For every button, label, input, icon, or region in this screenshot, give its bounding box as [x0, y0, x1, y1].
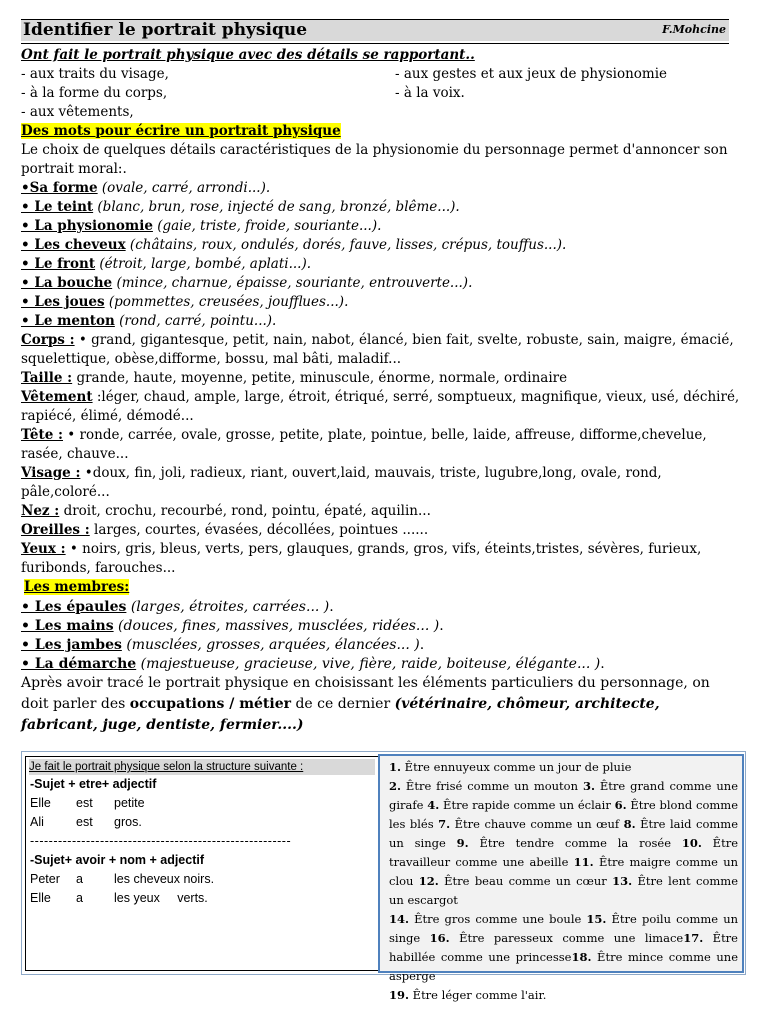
- comparison-text: Être léger comme l'air.: [409, 988, 547, 1002]
- example-verb: est: [76, 815, 93, 829]
- body-term: Oreilles :: [21, 522, 90, 538]
- body-term: Yeux :: [21, 541, 66, 557]
- comparison-text: Être tendre comme la rosée: [468, 836, 682, 850]
- pattern-1: -Sujet + etre+ adjectif: [30, 777, 157, 791]
- body-term: Visage :: [21, 465, 81, 481]
- example-subject: Peter: [30, 872, 60, 886]
- member-end: .: [419, 637, 425, 653]
- example-complement: petite: [114, 796, 145, 810]
- body-term: Taille :: [21, 370, 73, 386]
- intro-row-3: [21, 103, 741, 122]
- body-desc: larges, courtes, évasées, décollées, pointues ......: [89, 522, 429, 538]
- members-heading: Les membres:: [24, 579, 130, 595]
- example-subject: Elle: [30, 891, 51, 905]
- comparison-number: 7.: [438, 817, 451, 831]
- comparison-number: 19.: [389, 988, 410, 1002]
- comparison-number: 9.: [456, 836, 469, 850]
- comparison-number: 3.: [582, 779, 595, 793]
- face-desc: (châtains, roux, ondulés, dorés, fauve, lisses, crépus, touffus...).: [125, 237, 567, 253]
- face-desc: (rond, carré, pointu...).: [114, 313, 277, 329]
- closing-text-2: de ce dernier: [291, 696, 395, 712]
- member-term: • La démarche: [21, 656, 137, 672]
- comparison-text: Être gros comme une boule: [409, 912, 587, 926]
- comparisons-box: [378, 754, 744, 1002]
- body-term: Nez :: [21, 503, 60, 519]
- comparison-text: Être ennuyeux comme un jour de pluie: [401, 760, 632, 774]
- intro-row-1: [21, 65, 741, 84]
- face-term: • Les cheveux: [21, 237, 126, 253]
- body-desc: :léger, chaud, ample, large, étroit, étriqué, serré, somptueux, magnifique, vieux, usé, déchiré, rapiécé, élimé, démodé...: [21, 389, 740, 424]
- separator: --------------------------------------------------------: [30, 834, 292, 848]
- comparison-number: 15.: [586, 912, 607, 926]
- member-desc: (larges, étroites, carrées... ): [130, 599, 330, 615]
- member-term: • Les épaules: [21, 599, 127, 615]
- comparison-number: 14.: [389, 912, 410, 926]
- intro-item: - aux gestes et aux jeux de physionomie: [395, 66, 668, 82]
- example-complement: les cheveux noirs.: [114, 872, 215, 886]
- example-complement: gros.: [114, 815, 142, 829]
- intro-heading: Ont fait le portrait physique avec des détails se rapportant..: [21, 47, 475, 63]
- comparison-number: 16.: [429, 931, 450, 945]
- intro-item: - à la voix.: [395, 85, 465, 101]
- pattern-2: -Sujet+ avoir + nom + adjectif: [30, 853, 205, 867]
- face-term: • Les joues: [21, 294, 105, 310]
- author-name: F.Mohcine: [662, 23, 726, 36]
- member-term: • Les mains: [21, 618, 114, 634]
- comparison-number: 1.: [389, 760, 402, 774]
- intro-item: - aux vêtements,: [21, 104, 134, 120]
- face-term: • La physionomie: [21, 218, 153, 234]
- intro-row-2: [21, 84, 741, 103]
- body-desc: • grand, gigantesque, petit, nain, nabot, élancé, bien fait, svelte, robuste, sain, maigre, émacié, squelettique, obèse,difforme, bossu, mal bâti, maladif...: [21, 332, 734, 367]
- comparison-number: 13.: [612, 874, 633, 888]
- body-desc: • ronde, carrée, ovale, grosse, petite, plate, pointue, belle, laide, affreuse, difforme,chevelue, rasée, chauve...: [21, 427, 707, 462]
- member-end: .: [439, 618, 444, 634]
- member-desc: (majestueuse, gracieuse, vive, fière, raide, boiteuse, élégante... ): [140, 656, 601, 672]
- comparison-number: 4.: [427, 798, 440, 812]
- comparison-number: 8.: [623, 817, 636, 831]
- example-row: [26, 794, 378, 813]
- comparison-text: Être chauve comme un œuf: [450, 817, 624, 831]
- comparison-number: 18.: [571, 950, 592, 964]
- intro-item: - à la forme du corps,: [21, 85, 168, 101]
- example-row: [26, 813, 378, 832]
- face-desc: (blanc, brun, rose, injecté de sang, bronzé, blême...).: [93, 199, 460, 215]
- comparison-number: 6.: [614, 798, 627, 812]
- main-content: [21, 46, 741, 736]
- member-term: • Les jambes: [21, 637, 122, 653]
- body-desc: grande, haute, moyenne, petite, minuscule, énorme, normale, ordinaire: [72, 370, 568, 386]
- face-items-list: [21, 179, 741, 331]
- example-verb: a: [76, 872, 83, 886]
- example-row: [26, 889, 378, 908]
- body-desc: •doux, fin, joli, radieux, riant, ouvert,laid, mauvais, triste, lugubre,long, ovale, rond, pâle,coloré...: [21, 465, 662, 500]
- comparison-text: Être grand comme une girafe: [389, 779, 739, 812]
- comparison-text: Être travailleur comme une abeille: [389, 836, 739, 869]
- face-term: • Le front: [21, 256, 96, 272]
- comparison-number: 17.: [683, 931, 704, 945]
- comparison-text: Être blond comme les blés: [389, 798, 739, 831]
- comparison-text: Être rapide comme un éclair: [439, 798, 615, 812]
- comparison-text: Être mince comme une asperge: [389, 950, 738, 983]
- member-end: .: [600, 656, 605, 672]
- body-term: Tête :: [21, 427, 63, 443]
- body-term: Vêtement: [21, 389, 93, 405]
- structure-box: [25, 756, 379, 971]
- closing-text: Après avoir tracé le portrait physique en choisissant les éléments particuliers du personnage, on doit parler des: [21, 675, 710, 712]
- face-desc: (gaie, triste, froide, souriante...).: [152, 218, 382, 234]
- body-desc: droit, crochu, recourbé, rond, pointu, épaté, aquilin...: [59, 503, 431, 519]
- example-verb: est: [76, 796, 93, 810]
- comparison-text: Être laid comme un singe: [389, 817, 738, 850]
- face-term: •Sa forme: [21, 180, 98, 196]
- example-row: [26, 870, 378, 889]
- example-subject: Elle: [30, 796, 51, 810]
- member-desc: (musclées, grosses, arquées, élancées... ): [126, 637, 420, 653]
- face-desc: (pommettes, creusées, joufflues...).: [104, 294, 349, 310]
- comparison-number: 2.: [389, 779, 402, 793]
- comparison-text: Être paresseux comme une limace: [449, 931, 684, 945]
- closing-examples: (vétérinaire, chômeur, architecte, fabricant, juge, dentiste, fermier....): [21, 696, 660, 733]
- title-divider: [21, 43, 729, 44]
- member-desc: (douces, fines, massives, musclées, ridées... ): [118, 618, 440, 634]
- example-complement: les yeux verts.: [114, 891, 208, 905]
- example-verb: a: [76, 891, 83, 905]
- face-term: • Le teint: [21, 199, 94, 215]
- comparison-number: 10.: [681, 836, 702, 850]
- body-term: Corps :: [21, 332, 75, 348]
- face-term: • Le menton: [21, 313, 115, 329]
- body-desc: • noirs, gris, bleus, verts, pers, glauques, grands, gros, vifs, éteints,tristes, sévères, furieux, furibonds, farouches...: [21, 541, 702, 576]
- closing-paragraph: [21, 673, 741, 736]
- words-intro-text: Le choix de quelques détails caractéristiques de la physionomie du personnage permet d'annoncer son portrait moral:.: [21, 142, 728, 177]
- comparisons-text: [380, 756, 742, 1005]
- words-heading: Des mots pour écrire un portrait physique: [21, 123, 341, 139]
- comparison-text: Être lent comme un escargot: [389, 874, 738, 907]
- face-desc: (ovale, carré, arrondi...).: [97, 180, 271, 196]
- comparison-text: Être beau comme un cœur: [438, 874, 613, 888]
- body-items-list: [21, 331, 741, 578]
- comparison-text: Être poilu comme un singe: [389, 912, 739, 945]
- comparison-text: Être frisé comme un mouton: [401, 779, 583, 793]
- closing-bold: occupations / métier: [129, 696, 291, 712]
- members-list: [21, 597, 741, 673]
- page-title: Identifier le portrait physique: [23, 20, 308, 40]
- face-desc: (mince, charnue, épaisse, souriante, entrouverte...).: [112, 275, 473, 291]
- face-desc: (étroit, large, bombé, aplati...).: [95, 256, 312, 272]
- comparison-number: 11.: [573, 855, 594, 869]
- title-bar: [21, 19, 729, 41]
- face-term: • La bouche: [21, 275, 113, 291]
- comparison-number: 12.: [418, 874, 439, 888]
- example-subject: Ali: [30, 815, 44, 829]
- comparison-text: Être maigre comme un clou: [389, 855, 739, 888]
- member-end: .: [329, 599, 334, 615]
- comparison-text: Être habillée comme une princesse: [389, 931, 738, 964]
- intro-item: - aux traits du visage,: [21, 66, 169, 82]
- structure-title: Je fait le portrait physique selon la structure suivante :: [29, 759, 375, 775]
